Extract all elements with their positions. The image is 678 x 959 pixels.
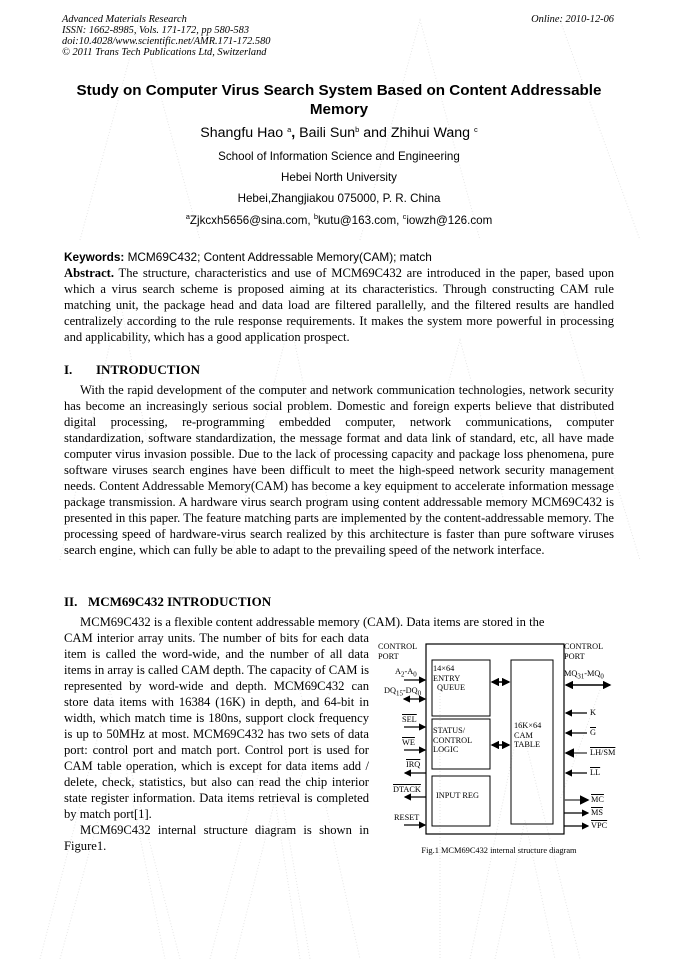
section-title: INTRODUCTION [96,362,201,377]
label-line: CONTROL [378,642,418,651]
left-control-port-label [378,642,417,661]
input-reg-block [436,791,479,801]
author-separator: , [291,125,300,141]
signal-g: $\overline{G}$ [590,728,596,737]
signal-name: DQ [405,686,418,695]
email-link[interactable]: Zjkcxh5656@sina.com [189,214,308,227]
cam-table-block [514,721,541,750]
subscript: 15 [395,690,403,698]
section-two-column-text [64,630,369,854]
email-link[interactable]: kutu@163.com [318,214,397,227]
signal-name: A [395,667,401,676]
email-separator: , [396,214,403,227]
author-mark: a [287,125,292,134]
author-mark: b [355,125,360,134]
section-heading-introduction [64,362,200,378]
signal-k: K [590,708,596,717]
email-mark: c [402,212,407,221]
signal-vpc: $\overline{VPC}$ [591,821,608,830]
affiliation-school: School of Information Science and Engineering [218,150,460,163]
keywords-label: Keywords: [64,250,125,264]
author-name: Zhihui Wang [390,125,470,141]
signal-we: $\overline{WE}$ [402,738,415,747]
author-name: Baili Sun [299,125,356,141]
issn-line: ISSN: 1662-8985, Vols. 171-172, pp 580-583 [62,25,250,36]
keywords-abstract-block [64,249,614,345]
signal-mc: $\overline{MC}$ [591,795,604,804]
subscript: 0 [600,673,604,681]
signal-irq: $\overline{IRQ}$ [406,760,421,769]
status-control-logic-block [433,726,472,755]
subscript: 0 [417,690,422,698]
subscript: 2 [401,671,405,679]
label-line: ENTRY [433,673,461,683]
section-lead-line [64,614,614,630]
body-paragraph-lead: MCM69C432 is a flexible content addressable memory (CAM). Data items are stored in the [80,615,545,629]
body-paragraph: With the rapid development of the computer and network communication technologies, network security has become an increasingly serious social problem. Domestic and foreign experts believe that distributed digital processing, re-programming embedded computer, network communications, computer standardization, software standardization, the message format and data link of standard, etc, all have made computer virus invasion possible. Due to the lack of processing capacity and package loss phenomena, pure software viruses search engines have been difficult to meet the high-speed network security management needs. Content Addressable Memory(CAM) has become a key equipment to accelerate information message package transmission. A hardware virus search program using content addressable memory MCM69C432 is presented in this paper. The feature matching parts are implemented by the content-addressable memory. The processing speed of hardware-virus search realized by this architecture is faster than pure software viruses search engine, which can fully be able to adapt to the prevailing speed of the network interface. [64,383,614,557]
signal-name: DQ [384,686,396,695]
paper-title: Study on Computer Virus Search System Based on Content Addressable Memory [76,82,602,118]
right-control-port-label [564,642,603,661]
copyright-line: © 2011 Trans Tech Publications Ltd, Switzerland [62,47,267,58]
introduction-body [64,382,614,558]
label-line: STATUS/ [433,726,466,735]
abstract-paragraph [64,265,614,345]
abstract-label: Abstract. [64,266,115,280]
signal-ms: $\overline{MS}$ [591,808,603,817]
journal-header [62,14,270,58]
label-line: INPUT REG [436,791,479,800]
signal-mq: $MQ_{31}-MQ_0$ [564,669,604,681]
label-line: TABLE [514,740,541,749]
signal-name: MQ [587,669,601,678]
label-line: 14×64 [433,664,455,673]
label-line: CONTROL [433,735,473,745]
section-number: II. [64,594,78,609]
signal-address: $A_2-A_0$ [395,667,417,679]
label-line: PORT [378,651,399,661]
author-emails [0,212,678,227]
doi-line: doi:10.4028/www.scientific.net/AMR.171-172.580 [62,36,271,47]
keywords-text: MCM69C432; Content Addressable Memory(CAM); match [124,250,432,264]
author-mark: c [473,125,478,134]
figure-caption: Fig.1 MCM69C432 internal structure diagram [421,846,577,855]
email-link[interactable]: iowzh@126.com [406,214,493,227]
section-number: I. [64,362,73,377]
abstract-text: The structure, characteristics and use of MCM69C432 are introduced in the paper, based upon which a virus search scheme is proposed aiming at its characteristics. Through constructing CAM rule matching unit, the package head and data load are filtered parallelly, and the filtered results are handled centralizely according to the rule response requirements. It makes the system more powerful in processing and applicability, which has a good application prospect. [64,266,614,344]
label-line: LOGIC [433,745,459,754]
subscript: 31 [577,673,585,681]
section-title: MCM69C432 INTRODUCTION [88,594,272,609]
online-date: Online: 2010-12-06 [531,14,614,25]
figure-1-structure-diagram [374,638,624,858]
subscript: 0 [413,671,417,679]
label-line: QUEUE [437,683,466,692]
signal-dtack: DTACK [393,785,421,794]
email-mark: a [185,212,190,221]
author-separator: and [359,125,391,141]
signal-lh-sm: LH/SM [590,748,616,757]
keywords-line [64,249,614,265]
label-line: PORT [564,651,585,661]
section-heading-mcm69c432 [64,594,271,610]
signal-ll: $\overline{LL}$ [590,768,601,777]
body-paragraph: CAM interior array units. The number of bits for each data item is called the word-wide, and the number of all data items in array is called CAM depth. The capacity of CAM is represented by word-wide and depth. MCM69C432 can store data items with 16384 (16K) in depth, and 64-bit in width, which match time is 180ns, support clock frequency is up to 50MHz at most. MCM69C432 has two sets of data port: control port and match port. Control port is used for CAM table operation, which is except for data items add / delete, check, statistics, but also can read the chip interior state register information. Data items retrieval is completed by match port[1]. [64,631,369,821]
signal-sel: $\overline{SEL}$ [402,715,417,724]
label-line: CAM [514,730,533,740]
author-name: Shangfu Hao [200,125,284,141]
author-list [0,125,678,141]
email-mark: b [313,212,318,221]
signal-name: A [407,667,414,676]
entry-queue-block [433,664,465,693]
signal-reset: RESET [394,813,420,822]
label-line: CONTROL [564,642,604,651]
label-line: 16K×64 [514,721,542,730]
affiliation-university: Hebei North University [281,171,397,184]
journal-name: Advanced Materials Research [62,14,187,25]
signal-data: $DQ_{15}-DQ_0$ [384,686,422,698]
email-separator: , [307,214,314,227]
signal-name: MQ [564,669,578,678]
affiliation-address: Hebei,Zhangjiakou 075000, P. R. China [237,192,441,205]
body-paragraph: MCM69C432 internal structure diagram is shown in Figure1. [64,823,369,853]
